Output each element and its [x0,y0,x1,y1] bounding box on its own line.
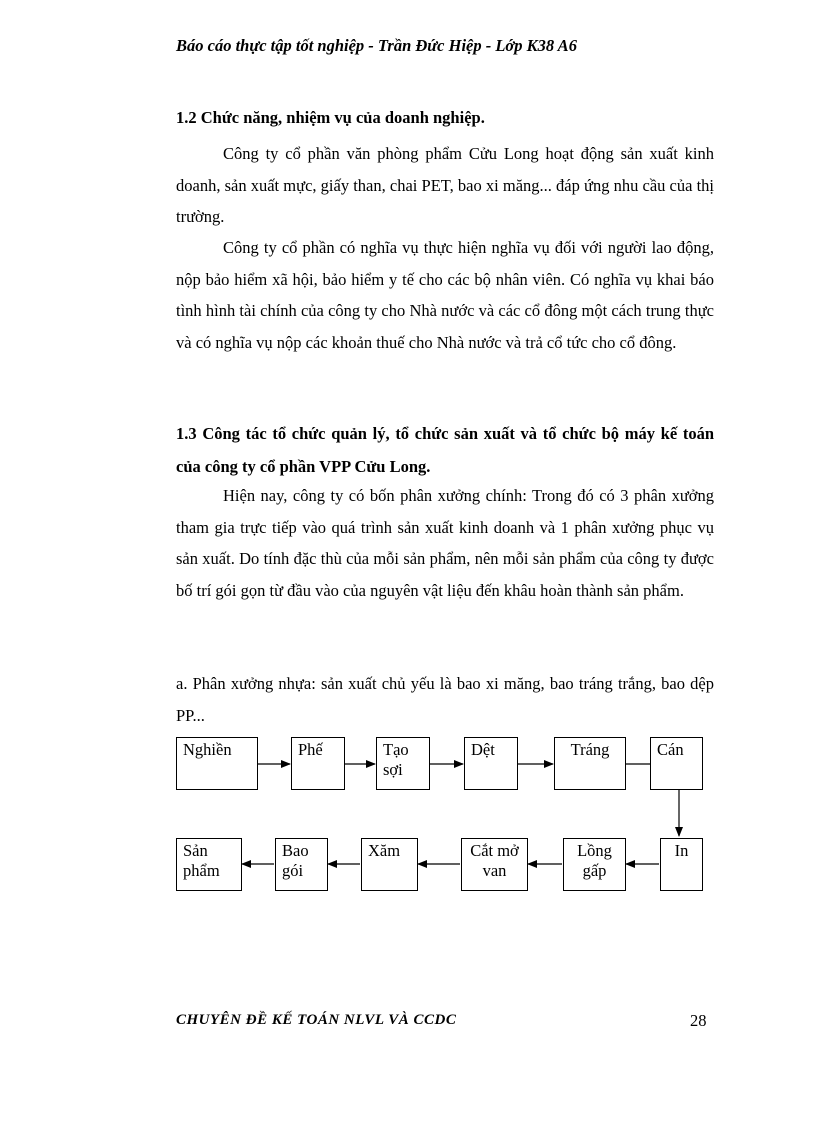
flow-step-san-pham: Sản phẩm [176,838,242,891]
section-1-3-paragraph-1: Hiện nay, công ty có bốn phân xưởng chính: Trong đó có 3 phân xưởng tham gia trực tiếp vào quá trình sản xuất kinh doanh và 1 phân xưởng phục vụ sản xuất. Do tính đặc thù của mỗi sản phẩm, nên mỗi sản phẩm của công ty được bố trí gói gọn từ đầu vào của nguyên vật liệu đến khâu hoàn thành sản phẩm. [176,486,714,600]
section-1-2-heading: 1.2 Chức năng, nhiệm vụ của doanh nghiệp. [176,108,485,127]
section-1-3-heading: 1.3 Công tác tổ chức quản lý, tổ chức sản xuất và tổ chức bộ máy kế toán của công ty cổ phần VPP Cửu Long. [176,424,714,476]
running-header: Báo cáo thực tập tốt nghiệp - Trần Đức Hiệp - Lớp K38 A6 [176,36,577,55]
flow-step-xam: Xăm [361,838,418,891]
flow-step-phe: Phế [291,737,345,790]
flow-step-bao-goi: Bao gói [275,838,328,891]
section-1-2-paragraph-2: Công ty cổ phần có nghĩa vụ thực hiện nghĩa vụ đối với người lao động, nộp bảo hiểm xã hội, bảo hiểm y tế cho các bộ nhân viên. Có nghĩa vụ khai báo tình hình tài chính của công ty cho Nhà nước và các cổ đông một cách trung thực và có nghĩa vụ nộp các khoản thuế cho Nhà nước và trả cổ tức cho cổ đông. [176,238,714,352]
workshop-a-paragraph: a. Phân xưởng nhựa: sản xuất chủ yếu là bao xi măng, bao tráng trắng, bao dệp PP... [176,674,714,725]
section-1-2-paragraph-1: Công ty cổ phần văn phòng phẩm Cửu Long hoạt động sản xuất kinh doanh, sản xuất mực, giấy than, chai PET, bao xi măng... đáp ứng nhu cầu của thị trường. [176,144,714,226]
flow-step-can: Cán [650,737,703,790]
flow-step-in: In [660,838,703,891]
flow-step-nghien: Nghiền [176,737,258,790]
flow-step-cat-mo-van: Cắt mở van [461,838,528,891]
flow-step-det: Dệt [464,737,518,790]
footer-title: CHUYÊN ĐỀ KẾ TOÁN NLVL VÀ CCDC [176,1012,457,1028]
flow-step-trang: Tráng [554,737,626,790]
flow-step-long-gap: Lồng gấp [563,838,626,891]
page-number: 28 [690,1011,707,1030]
flow-step-tao-soi: Tạo sợi [376,737,430,790]
